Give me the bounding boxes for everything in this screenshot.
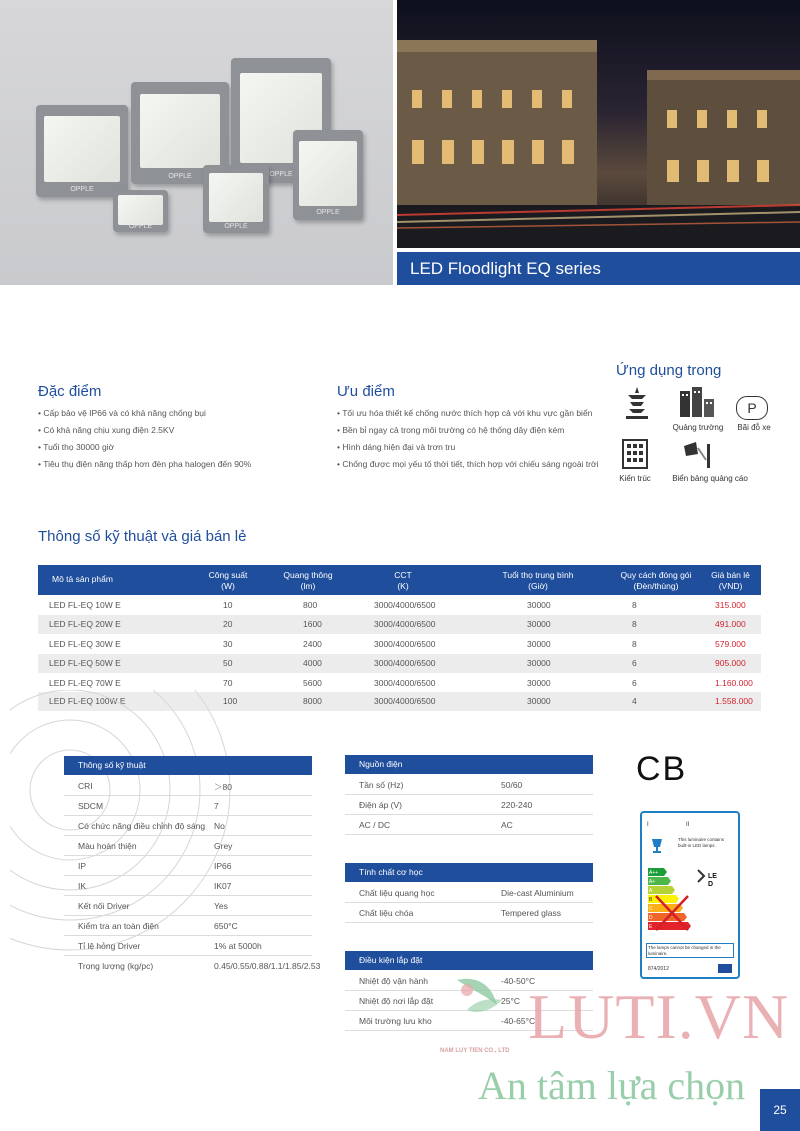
- power-source-header: Nguồn điện: [345, 755, 593, 774]
- table-row: LED FL-EQ 70W E 70 5600 3000/4000/6500 30000 6 1.160.000: [49, 678, 753, 688]
- energy-label: [640, 811, 740, 979]
- table-row: Môi trường lưu kho -40-65°C: [345, 1011, 593, 1031]
- watermark-slogan: An tâm lựa chọn: [478, 1063, 746, 1108]
- lamp-icon: [650, 837, 664, 853]
- table-row: Màu hoàn thiện Grey: [64, 836, 312, 856]
- price-table-header: [38, 565, 761, 595]
- table-row: LED FL-EQ 20W E 20 1600 3000/4000/6500 30000 8 491.000: [38, 615, 761, 634]
- luti-logo-icon: [447, 970, 507, 1030]
- header-cell: Tuổi thọ trung bình (Giờ): [502, 570, 574, 591]
- floodlight-image: OPPLE: [131, 82, 229, 184]
- energy-class-label: A++: [649, 870, 659, 876]
- city-square-icon: [677, 385, 717, 419]
- table-row: SDCM 7: [64, 796, 312, 816]
- list-item: • Có khả năng chịu xung điện 2.5KV: [38, 425, 328, 442]
- pagoda-icon: [620, 385, 654, 423]
- energy-label-class-ii: II: [686, 822, 690, 828]
- table-row: IP IP66: [64, 856, 312, 876]
- price-table-title: Thông số kỹ thuật và giá bán lẻ: [38, 528, 247, 545]
- cb-certification-mark: CB: [636, 750, 688, 788]
- floodlight-image: OPPLE: [203, 165, 269, 233]
- building-icon: [620, 438, 650, 470]
- eu-flag-icon: [718, 964, 732, 973]
- header-cell: Công suất (W): [208, 570, 248, 591]
- list-item: • Hình dáng hiện đại và trơn tru: [337, 442, 607, 459]
- advantages-list: [337, 408, 607, 476]
- table-row: AC / DC AC: [345, 815, 593, 835]
- table-row: Tần số (Hz) 50/60: [345, 775, 593, 795]
- table-row: Chất liệu quang học Die-cast Aluminium: [345, 883, 593, 903]
- table-row: Có chức năng điều chỉnh độ sáng No: [64, 816, 312, 836]
- energy-label-class-i: I: [647, 822, 649, 828]
- energy-label-text: This luminaire contains built-in LED lamps.: [678, 837, 725, 848]
- watermark-brand: LUTI.VN: [528, 981, 790, 1052]
- app-label: Biển bảng quảng cáo: [672, 474, 748, 483]
- series-title-bar: [397, 252, 800, 285]
- app-label: Kiến trúc: [619, 474, 651, 483]
- list-item: • Tiêu thụ điện năng thấp hơn đèn pha halogen đến 90%: [38, 459, 328, 476]
- app-label: Quảng trường: [672, 423, 724, 432]
- energy-label-regulation: 874/2012: [648, 966, 669, 972]
- list-item: • Cấp bảo vệ IP66 và có khả năng chống bụi: [38, 408, 328, 425]
- list-item: • Tối ưu hóa thiết kế chống nước thích hợp cả với khu vực gần biển: [337, 408, 607, 425]
- applications-title: Ứng dụng trong: [616, 362, 722, 379]
- product-photo: [0, 0, 393, 285]
- energy-class-label: B: [649, 897, 653, 903]
- list-item: • Chống được mọi yếu tố thời tiết, thích hợp với chiếu sáng ngoài trời: [337, 459, 607, 476]
- billboard-light-icon: [680, 440, 716, 470]
- energy-class-bars: [648, 868, 732, 938]
- energy-class-label: C: [649, 906, 653, 912]
- header-cell: Giá bán lẻ (VND): [711, 570, 750, 591]
- energy-class-label: D: [649, 915, 653, 921]
- table-row: LED FL-EQ 100W E 100 8000 3000/4000/6500 30000 4 1.558.000: [38, 692, 761, 711]
- parking-icon: P: [736, 396, 768, 420]
- table-row: LED FL-EQ 30W E 30 2400 3000/4000/6500 30000 8 579.000: [49, 639, 746, 649]
- header-cell: Mô tả sản phẩm: [52, 574, 113, 584]
- energy-class-label: E: [649, 924, 653, 930]
- list-item: • Bền bỉ ngay cả trong môi trường có hệ thống dây điện kém: [337, 425, 607, 442]
- mechanical-header: Tính chất cơ học: [345, 863, 593, 882]
- table-row: Nhiệt độ vận hành -40-50°C: [345, 971, 593, 991]
- features-list: [38, 408, 328, 476]
- tech-specs-header: Thông số kỹ thuật: [64, 756, 312, 775]
- table-row: Nhiệt độ nơi lắp đặt 25°C: [345, 991, 593, 1011]
- advantages-title: Ưu điểm: [337, 383, 395, 400]
- table-row: LED FL-EQ 50W E 50 4000 3000/4000/6500 30000 6 905.000: [38, 654, 761, 673]
- table-row: Trọng lượng (kg/pc) 0.45/0.55/0.88/1.1/1.85/2.53: [78, 961, 321, 971]
- table-row: LED FL-EQ 10W E 10 800 3000/4000/6500 30000 8 315.000: [49, 600, 746, 610]
- app-label: Bãi đỗ xe: [737, 423, 771, 432]
- header-cell: CCT (K): [394, 570, 412, 591]
- table-row: Tỉ lệ hỏng Driver 1% at 5000h: [64, 936, 312, 956]
- table-row: IK IK07: [64, 876, 312, 896]
- energy-label-led-text: LED: [708, 873, 717, 888]
- table-row: Kiểm tra an toàn điện 650°C: [64, 916, 312, 936]
- floodlight-image: OPPLE: [113, 190, 168, 232]
- night-plaza-photo: [397, 0, 800, 248]
- table-row: Kết nối Driver Yes: [64, 896, 312, 916]
- list-item: • Tuổi thọ 30000 giờ: [38, 442, 328, 459]
- energy-class-label: A: [649, 888, 653, 894]
- series-title: LED Floodlight EQ series: [410, 259, 601, 278]
- energy-class-label: A+: [649, 879, 656, 885]
- watermark-company: NAM LUY TIEN CO., LTD: [440, 1048, 510, 1054]
- table-row: Điện áp (V) 220-240: [345, 795, 593, 815]
- energy-label-note: The lamps cannot be changed in the luminaire.: [646, 943, 734, 958]
- features-title: Đặc điểm: [38, 383, 102, 400]
- floodlight-image: OPPLE: [293, 130, 363, 220]
- floodlight-image: OPPLE: [36, 105, 128, 197]
- page-number: 25: [760, 1089, 800, 1131]
- header-cell: Quang thông (lm): [283, 570, 333, 591]
- table-row: CRI ＞80: [64, 776, 312, 796]
- header-cell: Quy cách đóng gói (Đèn/thùng): [620, 570, 692, 591]
- table-row: Chất liệu chóa Tempered glass: [345, 903, 593, 923]
- install-conditions-header: Điều kiện lắp đặt: [345, 951, 593, 970]
- floodlight-image: OPPLE: [231, 58, 331, 183]
